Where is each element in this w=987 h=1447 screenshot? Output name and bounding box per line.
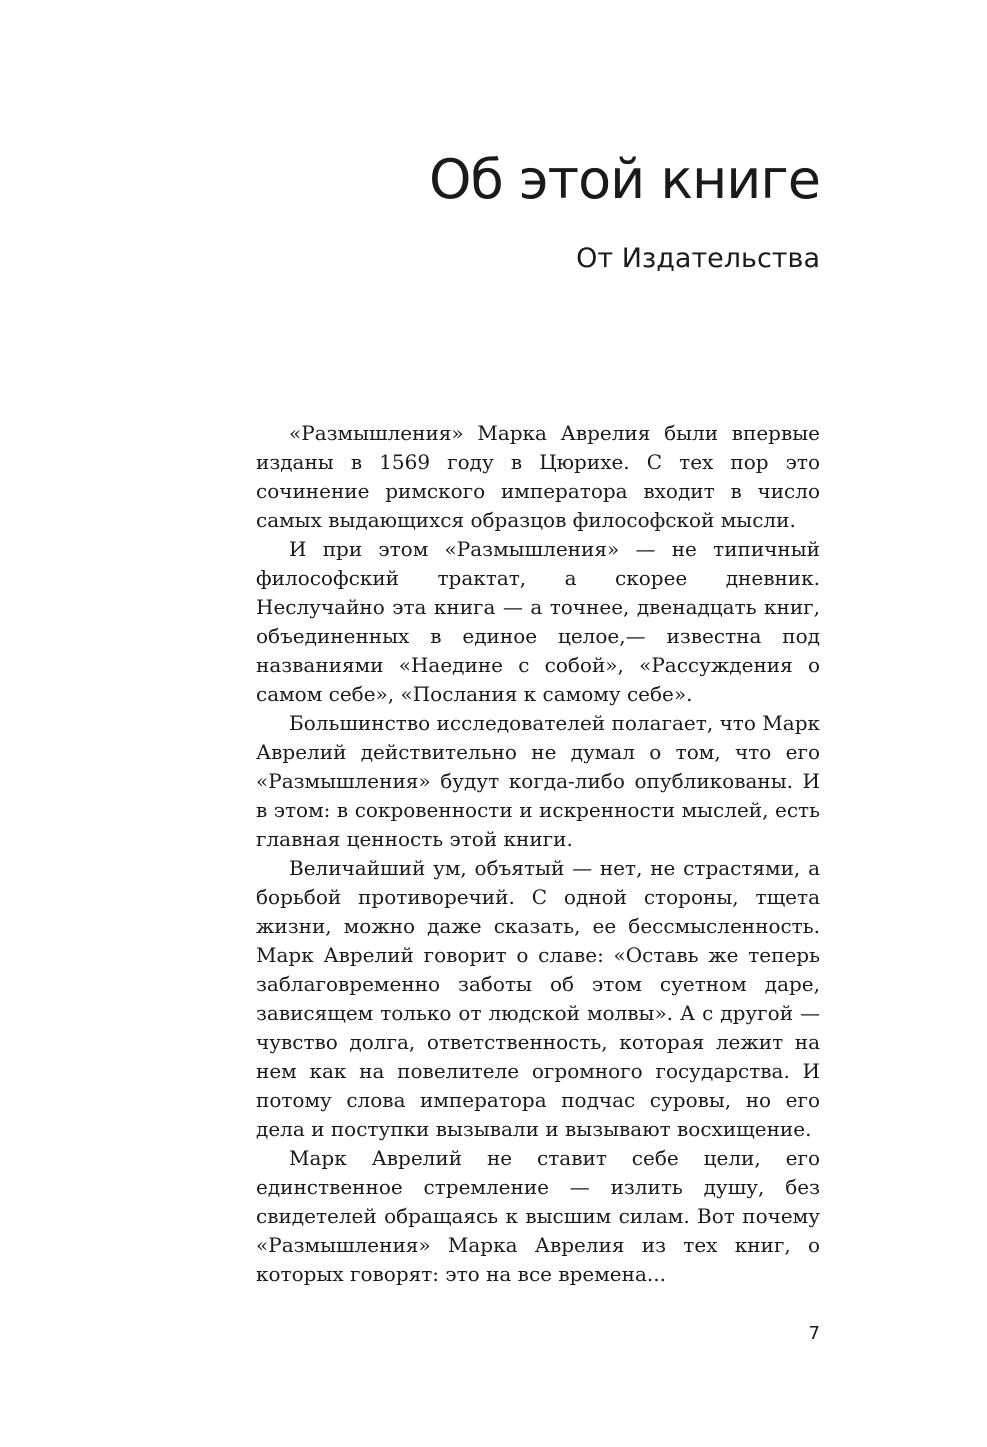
paragraph: «Размышления» Марка Аврелия были впервые изданы в 1569 году в Цюрихе. С тех пор это сочинение римского императора входит в число самых выдающихся образцов философской мысли.: [256, 421, 820, 532]
paragraph: Большинство исследователей полагает, что Марк Аврелий действительно не думал о том, что его «Размышления» будут когда-либо опубликованы. И в этом: в сокровенности и искренности мыслей, есть главная ценность этой книги.: [256, 711, 820, 851]
page-title: Об этой книге: [429, 148, 820, 211]
paragraph: И при этом «Размышления» — не типичный философский трактат, а скорее дневник. Неслучайно эта книга — а точнее, двенадцать книг, объединенных в единое целое,— известна под названиями «Наедине с собой», «Рассуждения о самом себе», «Послания к самому себе».: [256, 537, 820, 706]
paragraph: Марк Аврелий не ставит себе цели, его единственное стремление — излить душу, без свидетелей обращаясь к высшим силам. Вот почему «Размышления» Марка Аврелия из тех книг, о которых говорят: это на все времена...: [256, 1146, 820, 1286]
page-subtitle: От Издательства: [576, 243, 820, 274]
page-number: 7: [808, 1323, 820, 1344]
paragraph: Величайший ум, объятый — нет, не страстями, а борьбой противоречий. С одной стороны, тщета жизни, можно даже сказать, ее бессмысленность. Марк Аврелий говорит о славе: «Оставь же теперь заблаговременно заботы об этом суетном даре, зависящем только от людской молвы». А с другой — чувство долга, ответственность, которая лежит на нем как на повелителе огромного государства. И потому слова императора подчас суровы, но его дела и поступки вызывали и вызывают восхищение.: [256, 856, 820, 1141]
body-text: [256, 419, 820, 1289]
